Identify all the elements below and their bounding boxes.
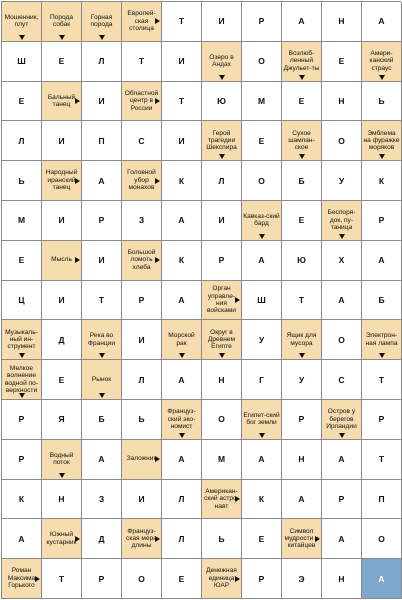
answer-cell[interactable]: Р bbox=[82, 559, 122, 599]
answer-cell[interactable]: Е bbox=[162, 559, 202, 599]
answer-cell[interactable]: К bbox=[242, 480, 282, 520]
clue-cell: Порода собак bbox=[42, 2, 82, 42]
clue-cell: Водный поток bbox=[42, 440, 82, 480]
answer-cell[interactable]: А bbox=[322, 440, 362, 480]
answer-cell[interactable]: Д bbox=[42, 320, 82, 360]
answer-cell[interactable]: У bbox=[282, 360, 322, 400]
clue-cell: Река во Франции bbox=[82, 320, 122, 360]
clue-cell: Бальный танец bbox=[42, 82, 82, 122]
answer-cell[interactable]: М bbox=[242, 82, 282, 122]
clue-cell: Амери-канский страус bbox=[362, 42, 402, 82]
answer-cell[interactable]: Р bbox=[282, 400, 322, 440]
clue-cell: Морской рак bbox=[162, 320, 202, 360]
answer-cell[interactable]: Н bbox=[322, 82, 362, 122]
clue-cell: Герой трагедии Шекспира bbox=[202, 121, 242, 161]
answer-cell[interactable]: Е bbox=[42, 42, 82, 82]
clue-cell: Египет-ский бог земли bbox=[242, 400, 282, 440]
answer-cell[interactable]: Я bbox=[42, 400, 82, 440]
answer-cell[interactable]: И bbox=[122, 480, 162, 520]
answer-cell[interactable]: Р bbox=[362, 400, 402, 440]
answer-cell[interactable]: Р bbox=[242, 2, 282, 42]
clue-cell: Музыкаль-ный ин-струмент bbox=[2, 320, 42, 360]
answer-cell[interactable]: Б bbox=[362, 281, 402, 321]
clue-cell: Электрон-ная лампа bbox=[362, 320, 402, 360]
answer-cell[interactable]: З bbox=[82, 480, 122, 520]
answer-cell[interactable]: С bbox=[322, 360, 362, 400]
answer-cell[interactable]: И bbox=[82, 82, 122, 122]
answer-cell[interactable]: Е bbox=[2, 241, 42, 281]
answer-cell[interactable]: А bbox=[162, 360, 202, 400]
answer-cell[interactable]: Ь bbox=[2, 161, 42, 201]
clue-cell: Областной центр в России bbox=[122, 82, 162, 122]
answer-cell[interactable]: А bbox=[162, 440, 202, 480]
clue-cell: Сухое шампан-ское bbox=[282, 121, 322, 161]
answer-cell[interactable]: Р bbox=[2, 400, 42, 440]
answer-cell[interactable]: И bbox=[42, 281, 82, 321]
crossword-grid bbox=[1, 1, 401, 599]
answer-cell[interactable]: Ш bbox=[242, 281, 282, 321]
answer-cell[interactable]: М bbox=[2, 201, 42, 241]
answer-cell[interactable]: И bbox=[202, 201, 242, 241]
answer-cell[interactable]: Э bbox=[282, 559, 322, 599]
clue-cell: Народный иранский танец bbox=[42, 161, 82, 201]
answer-cell-highlighted[interactable]: А bbox=[362, 559, 402, 599]
answer-cell[interactable]: Б bbox=[282, 161, 322, 201]
answer-cell[interactable]: Н bbox=[282, 440, 322, 480]
answer-cell[interactable]: А bbox=[242, 440, 282, 480]
answer-cell[interactable]: Ш bbox=[2, 42, 42, 82]
answer-cell[interactable]: Н bbox=[202, 360, 242, 400]
answer-cell[interactable]: А bbox=[282, 2, 322, 42]
answer-cell[interactable]: А bbox=[2, 519, 42, 559]
clue-cell: Мысль bbox=[42, 241, 82, 281]
answer-cell[interactable]: И bbox=[82, 241, 122, 281]
clue-cell: Кавказ-ский бард bbox=[242, 201, 282, 241]
answer-cell[interactable]: Т bbox=[122, 42, 162, 82]
answer-cell[interactable]: О bbox=[122, 559, 162, 599]
answer-cell[interactable]: Р bbox=[2, 440, 42, 480]
clue-cell: Озеро в Андах bbox=[202, 42, 242, 82]
answer-cell[interactable]: А bbox=[162, 281, 202, 321]
answer-cell[interactable]: Л bbox=[202, 161, 242, 201]
clue-cell: Горная порода bbox=[82, 2, 122, 42]
answer-cell[interactable]: Ю bbox=[202, 82, 242, 122]
clue-cell: Символ мудрости у китайцев bbox=[282, 519, 322, 559]
clue-cell: Мелкое волнение водной по-верхности bbox=[2, 360, 42, 400]
answer-cell[interactable]: А bbox=[162, 201, 202, 241]
answer-cell[interactable]: Т bbox=[162, 82, 202, 122]
answer-cell[interactable]: А bbox=[82, 440, 122, 480]
answer-cell[interactable]: М bbox=[202, 440, 242, 480]
clue-cell: Денежная единица ЮАР bbox=[202, 559, 242, 599]
answer-cell[interactable]: Е bbox=[42, 360, 82, 400]
answer-cell[interactable]: А bbox=[242, 241, 282, 281]
answer-cell[interactable]: Р bbox=[322, 480, 362, 520]
clue-cell: Возлюб-ленный Джульет-ты bbox=[282, 42, 322, 82]
answer-cell[interactable]: К bbox=[162, 241, 202, 281]
answer-cell[interactable]: У bbox=[322, 161, 362, 201]
answer-cell[interactable]: О bbox=[242, 42, 282, 82]
clue-cell: Рынок bbox=[82, 360, 122, 400]
answer-cell[interactable]: Г bbox=[242, 360, 282, 400]
clue-cell: Европей-ская столица bbox=[122, 2, 162, 42]
answer-cell[interactable]: Ь bbox=[362, 82, 402, 122]
answer-cell[interactable]: А bbox=[362, 2, 402, 42]
clue-cell: Большой ломоть хлеба bbox=[122, 241, 162, 281]
answer-cell[interactable]: Ю bbox=[282, 241, 322, 281]
answer-cell[interactable]: Е bbox=[322, 42, 362, 82]
answer-cell[interactable]: Р bbox=[362, 201, 402, 241]
answer-cell[interactable]: Р bbox=[122, 281, 162, 321]
answer-cell[interactable]: А bbox=[322, 519, 362, 559]
answer-cell[interactable]: С bbox=[122, 121, 162, 161]
answer-cell[interactable]: З bbox=[122, 201, 162, 241]
answer-cell[interactable]: И bbox=[122, 320, 162, 360]
answer-cell[interactable]: Н bbox=[42, 480, 82, 520]
answer-cell[interactable]: Е bbox=[242, 519, 282, 559]
answer-cell[interactable]: И bbox=[42, 201, 82, 241]
answer-cell[interactable]: Т bbox=[282, 281, 322, 321]
answer-cell[interactable]: Ь bbox=[202, 519, 242, 559]
answer-cell[interactable]: Т bbox=[362, 360, 402, 400]
answer-cell[interactable]: Т bbox=[362, 440, 402, 480]
answer-cell[interactable]: У bbox=[242, 320, 282, 360]
answer-cell[interactable]: О bbox=[362, 519, 402, 559]
answer-cell[interactable]: П bbox=[362, 480, 402, 520]
answer-cell[interactable]: Е bbox=[282, 201, 322, 241]
answer-cell[interactable]: Н bbox=[322, 2, 362, 42]
clue-cell: Заложник bbox=[122, 440, 162, 480]
answer-cell[interactable]: А bbox=[362, 241, 402, 281]
answer-cell[interactable]: А bbox=[282, 480, 322, 520]
answer-cell[interactable]: Х bbox=[322, 241, 362, 281]
answer-cell[interactable]: А bbox=[82, 161, 122, 201]
answer-cell[interactable]: Б bbox=[82, 400, 122, 440]
answer-cell[interactable]: Л bbox=[162, 519, 202, 559]
answer-cell[interactable]: Ь bbox=[122, 400, 162, 440]
answer-cell[interactable]: О bbox=[242, 161, 282, 201]
answer-cell[interactable]: Е bbox=[282, 82, 322, 122]
answer-cell[interactable]: Ц bbox=[2, 281, 42, 321]
clue-cell: Округ в Древнем Египте bbox=[202, 320, 242, 360]
clue-cell: Роман Максима Горького bbox=[2, 559, 42, 599]
answer-cell[interactable]: Р bbox=[242, 559, 282, 599]
answer-cell[interactable]: Т bbox=[82, 281, 122, 321]
clue-cell: Француз-ский эко-номист bbox=[162, 400, 202, 440]
answer-cell[interactable]: Р bbox=[202, 241, 242, 281]
answer-cell[interactable]: Е bbox=[242, 121, 282, 161]
answer-cell[interactable]: Т bbox=[162, 2, 202, 42]
clue-cell: Ящик для мусора bbox=[282, 320, 322, 360]
answer-cell[interactable]: К bbox=[362, 161, 402, 201]
answer-cell[interactable]: П bbox=[82, 121, 122, 161]
answer-cell[interactable]: И bbox=[162, 42, 202, 82]
answer-cell[interactable]: И bbox=[42, 121, 82, 161]
answer-cell[interactable]: О bbox=[322, 121, 362, 161]
clue-cell: Француз-ская мера длины bbox=[122, 519, 162, 559]
clue-cell: Орган управле-ния войсками bbox=[202, 281, 242, 321]
clue-cell: Мошенник, плут bbox=[2, 2, 42, 42]
answer-cell[interactable]: О bbox=[322, 320, 362, 360]
answer-cell[interactable]: Т bbox=[42, 559, 82, 599]
answer-cell[interactable]: Р bbox=[82, 201, 122, 241]
clue-cell: Эмблема на фуражке моряков bbox=[362, 121, 402, 161]
answer-cell[interactable]: Е bbox=[2, 82, 42, 122]
answer-cell[interactable]: О bbox=[202, 400, 242, 440]
answer-cell[interactable]: И bbox=[202, 2, 242, 42]
answer-cell[interactable]: Н bbox=[322, 559, 362, 599]
clue-cell: Остров у берегов Ирландии bbox=[322, 400, 362, 440]
clue-cell: Американ-ский астро-навт bbox=[202, 480, 242, 520]
answer-cell[interactable]: И bbox=[162, 121, 202, 161]
answer-cell[interactable]: Д bbox=[82, 519, 122, 559]
answer-cell[interactable]: А bbox=[322, 281, 362, 321]
answer-cell[interactable]: К bbox=[162, 161, 202, 201]
answer-cell[interactable]: Л bbox=[122, 360, 162, 400]
answer-cell[interactable]: Л bbox=[162, 480, 202, 520]
clue-cell: Головной убор монахов bbox=[122, 161, 162, 201]
clue-cell: Беспоря-док, пу-таница bbox=[322, 201, 362, 241]
answer-cell[interactable]: К bbox=[2, 480, 42, 520]
clue-cell: Южный кустарник bbox=[42, 519, 82, 559]
answer-cell[interactable]: Л bbox=[2, 121, 42, 161]
answer-cell[interactable]: Л bbox=[82, 42, 122, 82]
